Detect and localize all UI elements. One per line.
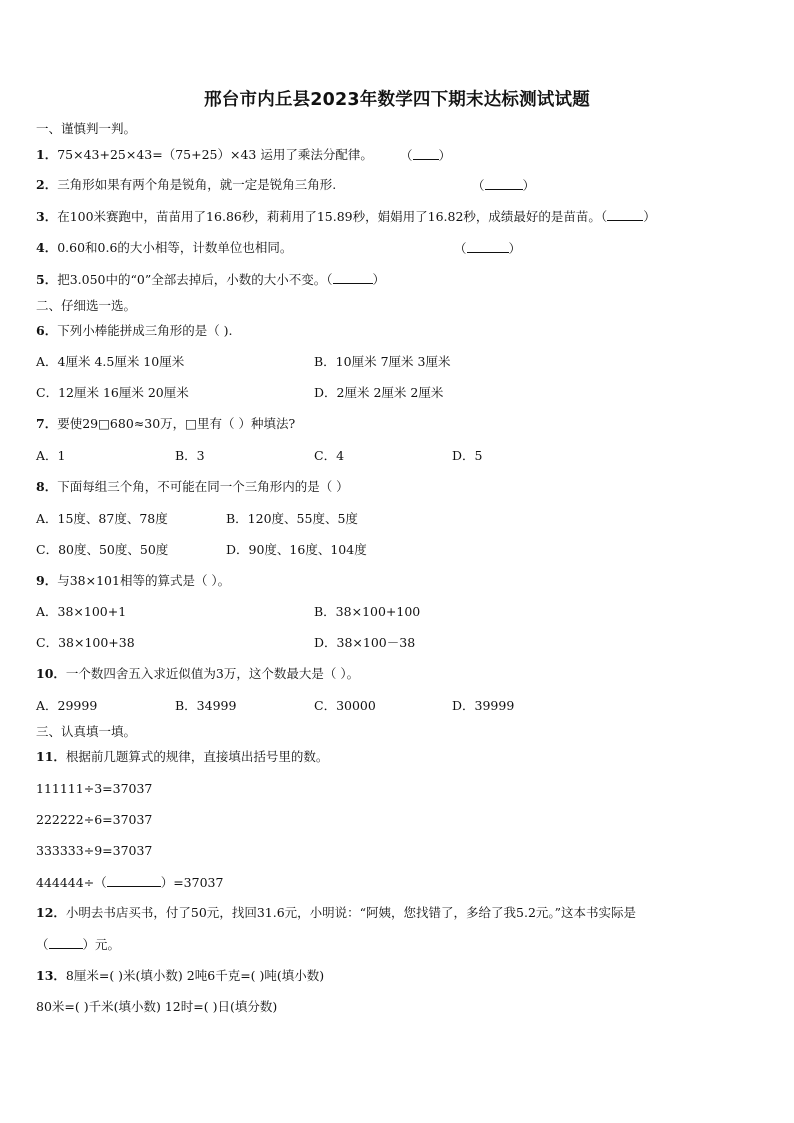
equation-line-4: 444444÷（ ）=37037 [36,875,224,890]
answer-slot[interactable]: （ ） [600,209,656,224]
equation-line-2: 222222÷6=37037 [36,812,153,827]
question-number: 4． [36,240,58,255]
option-d[interactable]: D．39999 [452,698,515,713]
option-b[interactable]: B．120度、55度、5度 [226,511,358,526]
question-text: 三角形如果有两个角是锐角，就一定是锐角三角形. [57,177,337,192]
option-a[interactable]: A．38×100+1 [36,604,127,619]
option-d[interactable]: D．90度、16度、104度 [226,542,367,557]
question-number: 5． [36,272,58,287]
question-number: 9． [36,573,58,588]
question-text: 75×43+25×43=（75+25）×43 运用了乘法分配律。 [57,147,373,162]
option-b[interactable]: B．10厘米 7厘米 3厘米 [314,354,451,369]
question-number: 13． [36,968,66,983]
question-text: 下面每组三个角，不可能在同一个三角形内的是（ ） [57,479,349,494]
answer-slot[interactable]: （ ） [326,272,386,287]
question-10 [36,666,359,682]
question-text: 小明去书店买书，付了50元，找回31.6元，小明说：“阿姨，您找错了，多给了我5.2元。”这本书实际是 [65,905,637,920]
question-text: 0.60和0.6的大小相等，计数单位也相同。 [57,240,293,255]
question-number: 12． [36,905,66,920]
answer-slot[interactable]: （ ） [472,178,536,193]
option-d[interactable]: D．38×100－38 [314,635,416,650]
option-b[interactable]: B．3 [175,448,205,463]
question-text: 8厘米=( )米(填小数) 2吨6千克=( )吨(填小数) [65,968,325,983]
question-4 [36,240,522,256]
option-c[interactable]: C．4 [314,448,345,463]
option-d[interactable]: D．5 [452,448,483,463]
question-8 [36,479,349,495]
question-number: 10． [36,666,66,681]
question-12 [36,905,636,921]
answer-blank[interactable] [107,874,161,887]
section-heading-2: 二、仔细选一选。 [36,298,137,313]
option-c[interactable]: C．12厘米 16厘米 20厘米 [36,385,189,400]
question-11 [36,749,328,765]
section-heading-3: 三、认真填一填。 [36,724,137,739]
option-b[interactable]: B．38×100+100 [314,604,421,619]
option-c[interactable]: C．38×100+38 [36,635,135,650]
question-text: 下列小棒能拼成三角形的是（ ). [57,323,233,338]
question-number: 7． [36,416,58,431]
question-text: 把3.050中的“0”全部去掉后，小数的大小不变。 [57,272,327,287]
option-b[interactable]: B．34999 [175,698,237,713]
question-text: 一个数四舍五入求近似值为3万，这个数最大是（ ）。 [65,666,360,681]
question-number: 11． [36,749,66,764]
equation-line-1: 111111÷3=37037 [36,781,153,796]
answer-blank[interactable] [49,936,83,949]
question-text: 要使29□680≈30万，□里有（ ）种填法? [57,416,296,431]
question-5 [36,271,385,288]
question-number: 3． [36,209,58,224]
option-a[interactable]: A．29999 [36,698,98,713]
question-3 [36,208,656,225]
question-number: 2． [36,177,58,192]
option-c[interactable]: C．30000 [314,698,376,713]
question-text: 与38×101相等的算式是（ ）。 [57,573,231,588]
answer-slot[interactable]: （ ） [400,148,452,163]
question-number: 1． [36,147,58,162]
section-heading-1: 一、谨慎判一判。 [36,121,137,136]
question-number: 6． [36,323,58,338]
question-2 [36,177,536,193]
question-number: 8． [36,479,58,494]
option-a[interactable]: A．4厘米 4.5厘米 10厘米 [36,354,185,369]
question-text: 根据前几题算式的规律，直接填出括号里的数。 [65,749,329,764]
question-9 [36,573,230,589]
page-title: 邢台市内丘县2023年数学四下期末达标测试试题 [204,90,590,110]
question-7 [36,416,295,432]
question-text: 在100米赛跑中，苗苗用了16.86秒，莉莉用了15.89秒，娟娟用了16.82秒，成绩最好的是苗苗。 [57,209,601,224]
question-6 [36,323,233,339]
equation-line-3: 333333÷9=37037 [36,843,153,858]
option-d[interactable]: D．2厘米 2厘米 2厘米 [314,385,444,400]
question-1 [36,147,452,163]
question-13-line-2: 80米=( )千米(填小数) 12时=( )日(填分数) [36,999,278,1014]
option-c[interactable]: C．80度、50度、50度 [36,542,169,557]
answer-slot[interactable]: （ ） [454,241,522,256]
option-a[interactable]: A．15度、87度、78度 [36,511,168,526]
option-a[interactable]: A．1 [36,448,66,463]
question-12-continued: （ ）元。 [36,937,121,952]
question-13 [36,968,324,984]
